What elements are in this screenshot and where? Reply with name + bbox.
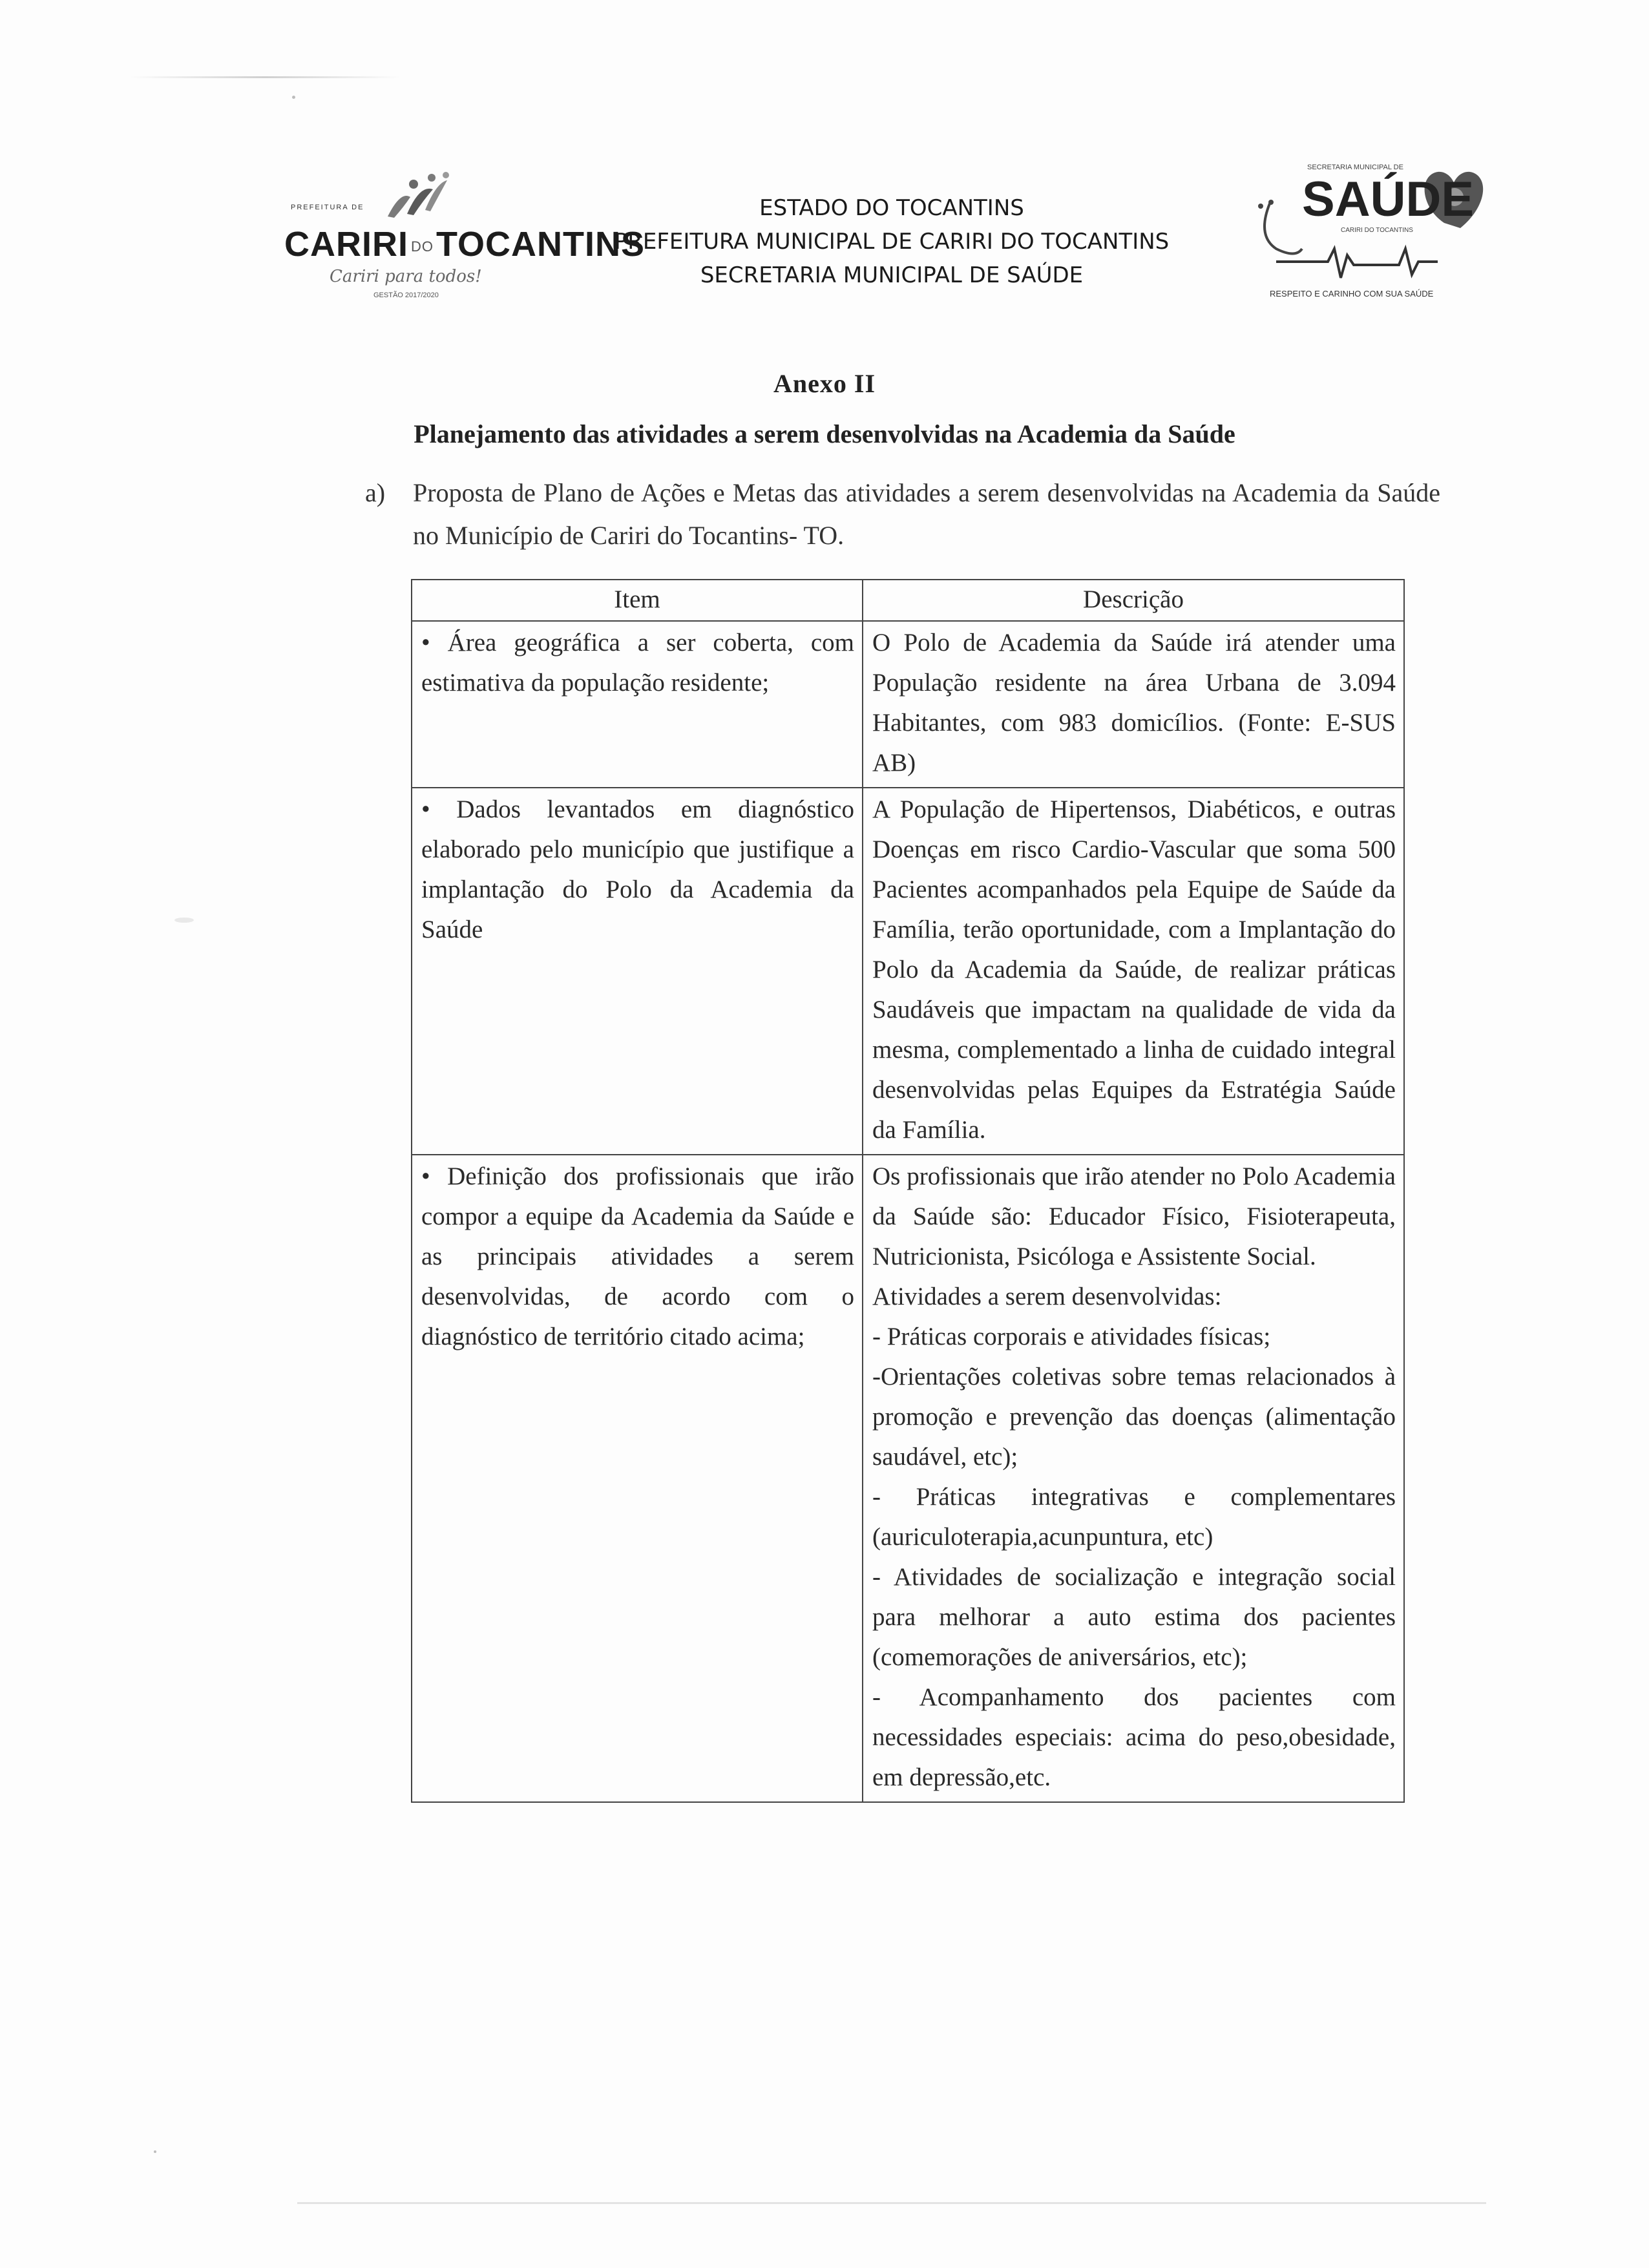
table-cell-description	[863, 1155, 1404, 1802]
logo-right-title: SAÚDE	[1302, 172, 1475, 227]
logo-right-top-text: SECRETARIA MUNICIPAL DE	[1307, 163, 1403, 171]
description-line: -Orientações coletivas sobre temas relacionados à promoção e prevenção das doenças (alimentação saudável, etc);	[872, 1363, 1396, 1471]
table-row	[412, 621, 1404, 788]
description-line: O Polo de Academia da Saúde irá atender uma População residente na área Urbana de 3.094 Habitantes, com 983 domicílios. (Fonte: E-SUS AB)	[872, 629, 1396, 777]
table-cell-item: • Definição dos profissionais que irão compor a equipe da Academia da Saúde e as principais atividades a serem desenvolvidas, de acordo com o diagnóstico de território citado acima;	[412, 1155, 863, 1802]
logo-right-tagline: RESPEITO E CARINHO COM SUA SAÚDE	[1270, 289, 1434, 299]
logo-name-cariri: CARIRI	[284, 225, 408, 264]
table-cell-item: • Área geográfica a ser coberta, com estimativa da população residente;	[412, 621, 863, 788]
table-cell-description	[863, 788, 1404, 1155]
letterhead	[569, 191, 1215, 292]
logo-slogan: Cariri para todos!	[330, 267, 482, 286]
header-line-state: ESTADO DO TOCANTINS	[759, 195, 1024, 221]
scan-artifact-line	[297, 2202, 1486, 2204]
description-line: - Acompanhamento dos pacientes com necessidades especiais: acima do peso,obesidade, em depressão,etc.	[872, 1683, 1396, 1791]
scan-speck	[154, 2150, 156, 2153]
logo-prefix: PREFEITURA DE	[291, 204, 364, 211]
scan-speck	[292, 96, 295, 99]
description-line: Atividades a serem desenvolvidas:	[872, 1283, 1222, 1310]
scan-speck	[174, 918, 194, 923]
scan-artifact-line	[129, 76, 401, 78]
table-row	[412, 1155, 1404, 1802]
table-cell-description	[863, 621, 1404, 788]
description-line: A População de Hipertensos, Diabéticos, e outras Doenças em risco Cardio-Vascular que soma 500 Pacientes acompanhados pela Equipe de Saúde da Família, terão oportunidade, com a Implantação do Polo da Academia da Saúde, de realizar práticas Saudáveis que impactam na qualidade de vida da mesma, complementado a linha de cuidado integral desenvolvidas pelas Equipes da Estratégia Saúde da Família.	[872, 795, 1396, 1144]
description-line: - Práticas integrativas e complementares (auriculoterapia,acunpuntura, etc)	[872, 1483, 1396, 1551]
item-a-text: Proposta de Plano de Ações e Metas das atividades a serem desenvolvidas na Academia da Saúde no Município de Cariri do Tocantins- TO.	[413, 478, 1440, 550]
document-subtitle: Planejamento das atividades a serem desenvolvidas na Academia da Saúde	[414, 419, 1235, 448]
logo-right-subtext: CARIRI DO TOCANTINS	[1341, 227, 1413, 234]
table-cell-item: • Dados levantados em diagnóstico elaborado pelo município que justifique a implantação do Polo da Academia da Saúde	[412, 788, 863, 1155]
logo-mandate: GESTÃO 2017/2020	[373, 291, 439, 299]
annex-title: Anexo II	[773, 369, 876, 398]
activities-table	[411, 579, 1405, 1803]
description-line: Os profissionais que irão atender no Polo Academia da Saúde são: Educador Físico, Fisioterapeuta, Nutricionista, Psicóloga e Assistente Social.	[872, 1162, 1396, 1270]
description-line: - Atividades de socialização e integração social para melhorar a auto estima dos pacientes (comemorações de aniversários, etc);	[872, 1563, 1396, 1671]
table-header-item: Item	[412, 580, 863, 621]
header-line-prefecture: PREFEITURA MUNICIPAL DE CARIRI DO TOCANTINS	[614, 229, 1170, 255]
logo-name-do: DO	[411, 238, 434, 255]
table-row	[412, 788, 1404, 1155]
header-line-secretariat: SECRETARIA MUNICIPAL DE SAÚDE	[700, 262, 1084, 288]
prefeitura-logo	[284, 171, 646, 300]
logo-name-tocantins: TOCANTINS	[436, 225, 646, 264]
description-line: - Práticas corporais e atividades físicas;	[872, 1323, 1271, 1350]
secretaria-saude-logo	[1231, 152, 1489, 300]
item-a-marker: a)	[365, 478, 386, 507]
people-icon	[375, 171, 452, 223]
table-header-description: Descrição	[863, 580, 1404, 621]
table-header-row	[412, 580, 1404, 621]
